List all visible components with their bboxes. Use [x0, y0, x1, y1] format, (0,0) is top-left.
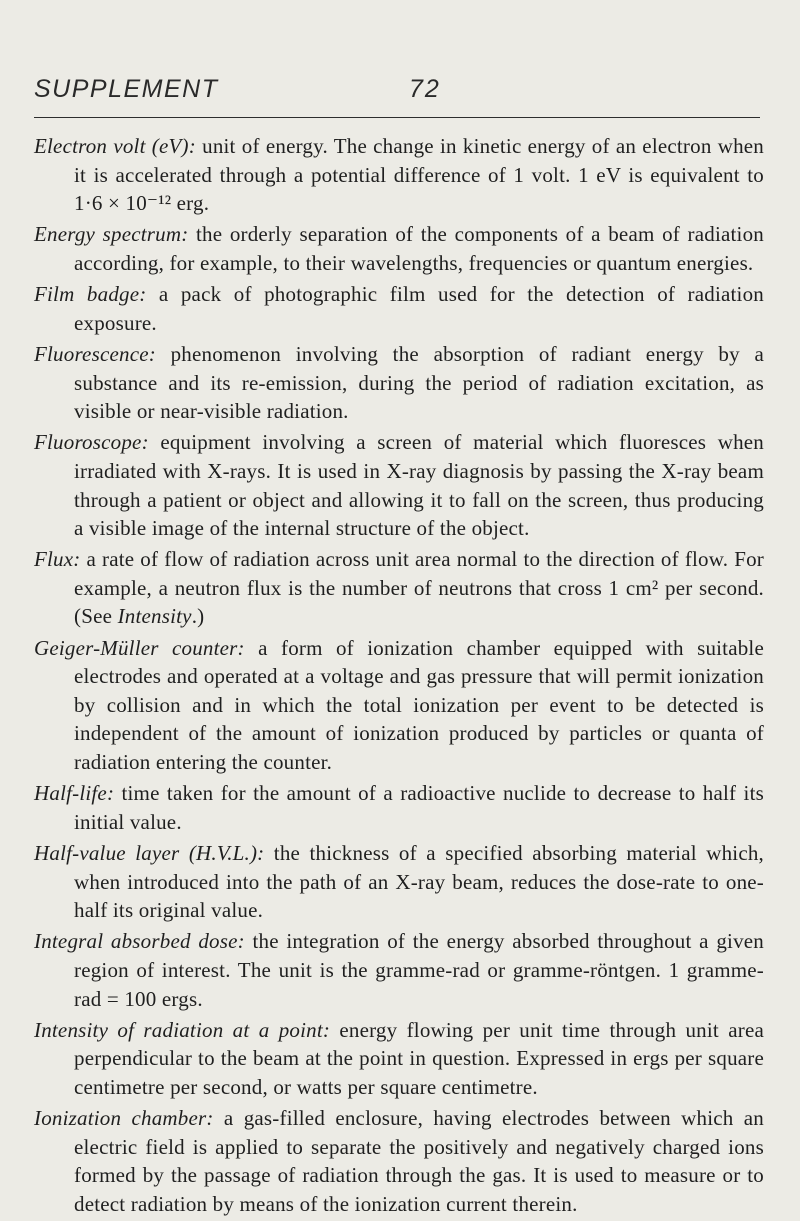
entry-term: Electron volt (eV): — [34, 134, 196, 158]
page-number: 72 — [409, 75, 441, 103]
entry-definition: energy flowing per unit time through unit area perpendicular to the beam at the point in question. Expressed in ergs per square centimetre per second, or watts per square centimetre. — [74, 1017, 764, 1099]
glossary-entry-energy-spectrum — [34, 220, 764, 277]
glossary-entry-fluoroscope — [34, 428, 764, 542]
entry-term: Half-life: — [34, 781, 115, 806]
entry-term: Flux: — [34, 547, 81, 572]
glossary-entry-geiger-muller-counter — [34, 634, 764, 777]
entry-definition: a form of ionization chamber equipped with suitable electrodes and operated at a voltage and gas pressure that will permit ionization by collision and in which the total ionization per event to be detected is independent of the amount of ionization produced by particles or quanta of radiation entering the counter. — [74, 635, 764, 775]
glossary-entry-half-value-layer — [34, 839, 764, 925]
entry-definition-tail: .) — [191, 604, 205, 629]
section-title: SUPPLEMENT — [34, 75, 219, 103]
entry-term: Energy spectrum: — [34, 222, 189, 247]
entry-definition: unit of energy. The change in kinetic energy of an electron when it is accelerated through a potential difference of 1 volt. 1 eV is equivalent to 1·6 × 10⁻¹² erg. — [74, 134, 764, 216]
entry-definition: time taken for the amount of a radioactive nuclide to decrease to half its initial value. — [74, 781, 764, 834]
entry-definition: a pack of photographic film used for the detection of radiation exposure. — [74, 282, 764, 335]
running-header — [34, 75, 760, 109]
glossary-list — [34, 132, 764, 1221]
entry-term: Intensity of radiation at a point: — [34, 1017, 331, 1042]
glossary-entry-fluorescence — [34, 340, 764, 426]
entry-definition: a rate of flow of radiation across unit area normal to the direction of flow. For example, a neutron flux is the number of neutrons that cross 1 cm² per second. (See — [74, 547, 764, 629]
glossary-entry-film-badge — [34, 280, 764, 337]
entry-definition: equipment involving a screen of material which fluoresces when irradiated with X-rays. It is used in X-ray diagnosis by passing the X-ray beam through a patient or object and allowing it to fall on the screen, thus producing a visible image of the internal structure of the object. — [74, 430, 764, 541]
entry-definition: the integration of the energy absorbed throughout a given region of interest. The unit is the gramme-rad or gramme-röntgen. 1 gramme-rad = 100 ergs. — [74, 929, 764, 1011]
entry-term: Film badge: — [34, 282, 147, 307]
entry-term: Fluorescence: — [34, 341, 156, 366]
entry-term: Geiger-Müller counter: — [34, 635, 245, 660]
glossary-entry-half-life — [34, 779, 764, 836]
entry-definition: phenomenon involving the absorption of radiant energy by a substance and its re-emission, during the period of radiation excitation, as visible or near-visible radiation. — [74, 341, 764, 424]
entry-term: Integral absorbed dose: — [34, 929, 245, 954]
glossary-entry-integral-absorbed-dose — [34, 927, 764, 1013]
entry-cross-reference: Intensity — [117, 604, 192, 629]
glossary-entry-electron-volt — [34, 132, 764, 218]
header-rule — [34, 117, 760, 118]
glossary-entry-ionization-chamber — [34, 1104, 764, 1218]
entry-definition: a gas-filled enclosure, having electrodes between which an electric field is applied to separate the positively and negatively charged ions formed by the passage of radiation through the gas. It is used to measure or to detect radiation by means of the ionization current therein. — [74, 1106, 764, 1216]
entry-definition: the orderly separation of the components of a beam of radiation according, for example, to their wavelengths, frequencies or quantum energies. — [74, 222, 764, 275]
entry-term: Ionization chamber: — [34, 1106, 214, 1131]
entry-definition: the thickness of a specified absorbing material which, when introduced into the path of an X-ray beam, reduces the dose-rate to one-half its original value. — [74, 841, 764, 923]
entry-term: Half-value layer (H.V.L.): — [34, 841, 265, 865]
entry-term: Fluoroscope: — [34, 430, 149, 455]
glossary-entry-flux — [34, 545, 764, 631]
glossary-entry-intensity-of-radiation — [34, 1016, 764, 1102]
